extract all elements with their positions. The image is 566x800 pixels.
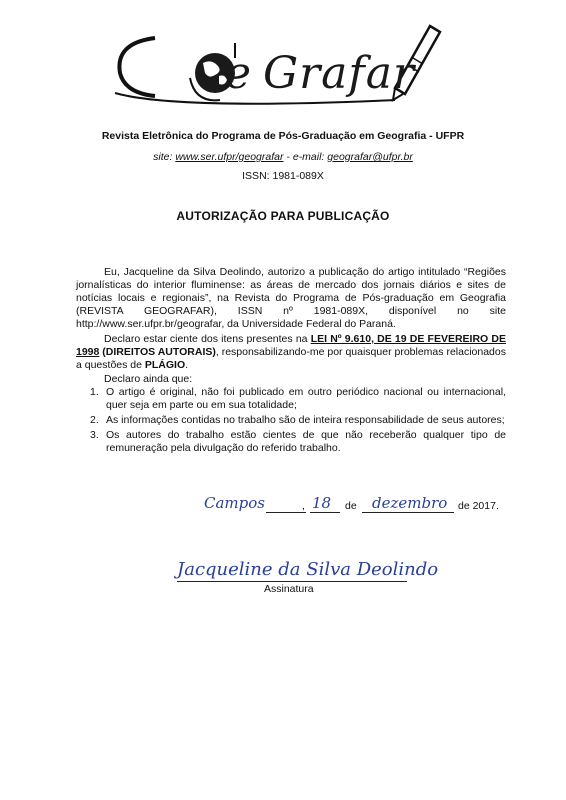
handwritten-signature: Jacqueline da Silva Deolindo <box>177 559 439 580</box>
item-text: O artigo é original, não foi publicado em outro periódico nacional ou internacional, quer seja em parte ou em sua totalidade; <box>106 386 506 411</box>
authorization-paragraph: Eu, Jacqueline da Silva Deolindo, autorizo a publicação do artigo intitulado “Regiões jornalísticas do interior fluminense: as áreas de mercado dos jornais diários e sites de notícias locais e regionais”, na Revista do Programa de Pós-graduação em Geografia (REVISTA GEOGRAFAR), ISSN nº 1981-089X, disponível no site http://www.ser.ufpr.br/geografar, da Universidade Federal do Paraná. <box>76 266 506 330</box>
list-item <box>90 414 506 427</box>
list-item <box>90 386 506 412</box>
p2-text-cont: , responsabilizando-me por quaisquer problemas relacionados a questões de <box>76 346 506 371</box>
date-de: de <box>345 500 357 512</box>
p2-end: . <box>185 359 189 371</box>
item-text: Os autores do trabalho estão cientes de que não receberão qualquer tipo de remuneração pela divulgação do referido trabalho. <box>106 429 506 454</box>
list-item <box>90 429 506 455</box>
email-link[interactable]: geografar@ufpr.br <box>327 151 413 163</box>
logo-wordmark: Grafar <box>263 48 415 99</box>
signature-line <box>177 581 407 582</box>
contact-line <box>0 151 566 163</box>
month-underline <box>362 512 454 513</box>
signature-label: Assinatura <box>264 583 314 595</box>
day-underline <box>310 512 340 513</box>
document-title: AUTORIZAÇÃO PARA PUBLICAÇÃO <box>176 209 390 223</box>
comma: , <box>302 500 305 512</box>
year: de 2017. <box>458 500 499 512</box>
plagiarism-label: PLÁGIO <box>144 359 186 371</box>
day-handwritten: 18 <box>312 494 332 512</box>
p2-text: Declaro estar ciente dos itens presentes na <box>104 333 311 345</box>
item-number: 2. <box>90 414 99 426</box>
item-text: As informações contidas no trabalho são de inteira responsabilidade de seus autores; <box>106 414 505 426</box>
declaration-intro: Declaro ainda que: <box>104 373 193 385</box>
item-number: 1. <box>90 386 99 398</box>
declaration-list <box>90 386 506 457</box>
site-label: site: <box>153 151 173 163</box>
email-label: e-mail: <box>292 151 325 163</box>
journal-title: Revista Eletrônica do Programa de Pós-Graduação em Geografia - UFPR <box>101 130 465 142</box>
law-reference: LEI Nº 9.610, DE 19 DE FEVEREIRO DE 1998 <box>76 333 506 358</box>
logo-letter: e <box>225 48 252 99</box>
date-line <box>0 494 566 522</box>
copyright-label: (DIREITOS AUTORAIS) <box>99 346 216 358</box>
journal-logo <box>95 18 455 116</box>
item-number: 3. <box>90 429 99 441</box>
month-handwritten: dezembro <box>372 494 448 512</box>
separator: - <box>286 151 290 163</box>
copyright-paragraph <box>76 333 506 372</box>
issn: ISSN: 1981-089X <box>242 170 324 182</box>
city-handwritten: Campos <box>204 494 265 512</box>
city-underline <box>266 512 306 513</box>
site-link[interactable]: www.ser.ufpr/geografar <box>175 151 284 163</box>
